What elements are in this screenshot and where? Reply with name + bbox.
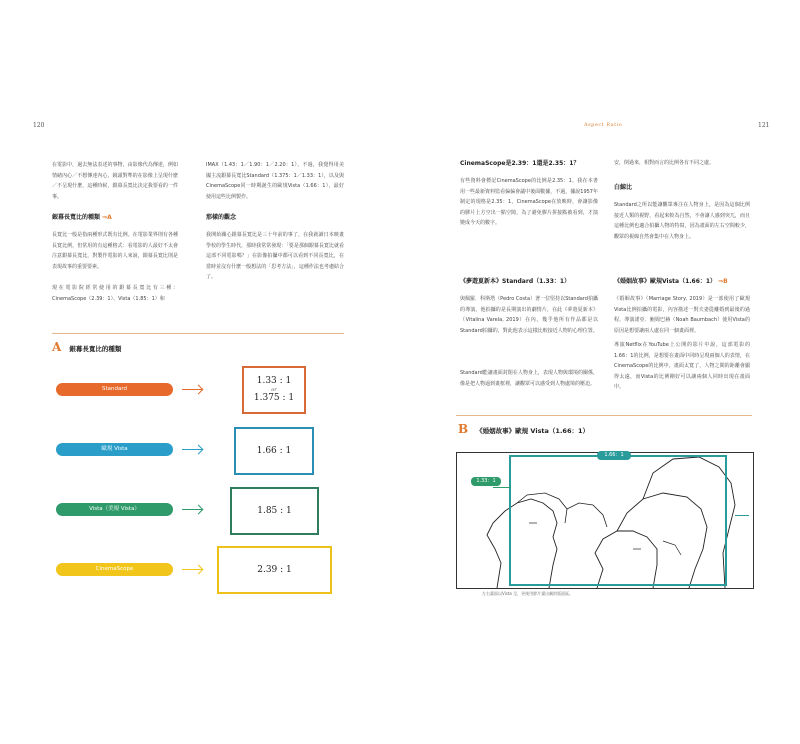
right-paragraph-1: 有些資料會標記CinemaScope的比例是2.35：1，我在本書用一些最新資料監看偏偏會議中後面數據，不過，據說1957年制定的規格是2.35：1，CinemaScope在放映時，會讓影像的膠片上方空出一點空隙，為了避免膠片拼接點被看到，才演變成今天的數字。 [460, 178, 598, 226]
ratio-box-standard [242, 366, 306, 414]
left-col2-paragraph-2: 我開始關心銀幕長寬比是三十年前的事了，在我就讀日本映畫學校的學生時代，那時我常常發現：「要是那個銀幕長寬比就看這部不同電影嗎？」在影像拍攝中都可以看到不同長寬比，在當時並沒有什麼一般想法的「思考方法」，這種作法也考慮結合了。 [206, 232, 344, 280]
standard-width-marker-left [493, 487, 511, 488]
ratio-standard-value-1: 1.33 : 1 [256, 376, 292, 386]
left-page-number: 120 [33, 122, 45, 129]
arrow-standard [182, 389, 202, 390]
arrow-cinemascope [182, 569, 202, 570]
figure-b-title: 《婚姻故事》歐規 Vista（1.66：1） [476, 427, 589, 435]
right-heading-whale: 白鯨比 [614, 184, 633, 191]
left-paragraph-2: 現在電影院經常使用的銀幕長寬比有三種：CinemaScope（2.39：1）、Vista（1.85：1）和 [52, 285, 178, 302]
ratio-box-us-vista [230, 487, 319, 535]
right-col2-paragraph-2: Standard之所以能讓觀眾專注在人物身上，是因為這個比例接近人類的視野，看起來較為自然，不會讓人感到突兀，而且這種比例也適合拍攝人物的特寫，因為畫面的左右空間較少，觀眾的視線自然會集中在人物身上。 [614, 202, 750, 240]
right-paragraph-2: 與佩羅．科斯塔（Pedro Costa）著一位堅持以Standard拍攝的導演，他拍攝的是長期演出的劇情片，在此《夢遊夏新本》（Vitalina Varela, 2019）在內，幾乎他所有作品都是以Standard拍攝的，對此他表示這樣比較接近人物的心理位置。 [460, 296, 598, 334]
see-figure-a-marker: ⇒A [102, 214, 112, 221]
right-heading-marriage-story-text: 《婚姻故事》歐規Vista（1.66：1） [614, 278, 717, 285]
right-col2-paragraph-3: 《婚姻故事》（Marriage Story, 2019）是一部使用了歐規Vista比例拍攝的電影，內容描述一對夫妻從離婚到最後的過程，導演諾亞．鮑姆巴赫（Noah Baumbach）使用Vista的原因是想要讓兩人處在同一個畫面裡。 [614, 296, 750, 334]
vista-frame-overlay [509, 455, 727, 586]
right-col2-paragraph-4: 導演Netflix在YouTube上公開的影片中說，這部電影的1.66：1的比例，是想要在畫面中同時呈現兩個人的表情，在CinemaScope的比例中，畫面太寬了，人物之間的距離會顯得太遠，而Vista的比例剛好可以讓兩個人同時出現在畫面中。 [614, 342, 750, 390]
right-heading-marriage-story [614, 276, 750, 285]
left-section-divider [52, 333, 344, 334]
ratio-cinemascope-value: 2.39 : 1 [257, 564, 292, 575]
ratio-box-cinemascope [217, 546, 332, 594]
vista-width-marker-right [735, 515, 749, 516]
arrow-euro-vista [182, 449, 202, 450]
ratio-euro-vista-value: 1.66 : 1 [256, 445, 292, 456]
right-heading-standard-film: 《夢遊夏新本》Standard（1.33：1） [460, 278, 571, 285]
see-figure-b-marker: ⇒B [718, 278, 728, 285]
ratio-standard-value-2: 1.375 : 1 [253, 393, 295, 403]
right-section-divider [456, 415, 752, 416]
left-heading-aspect-types-text: 銀幕長寬比的種類 [52, 214, 101, 221]
pill-us-vista: Vista（美規 Vista） [56, 503, 173, 516]
pill-standard: Standard [56, 383, 173, 396]
left-paragraph-1: 長寬比一般是指兩種形式既有比例。在電影業界則有各種長寬比例，但常用的有這種格式：看電影的人最好不太會注意銀幕長寬比，對製作電影的人來說，銀幕長寬比則是表現故事的重要要素。 [52, 232, 178, 270]
right-page-number: 121 [758, 122, 770, 129]
ratio-standard-or: or [271, 387, 277, 393]
figure-b-illustration [456, 452, 754, 589]
ratio-box-euro-vista [234, 427, 314, 475]
pill-euro-vista: 歐規 Vista [56, 443, 173, 456]
tag-vista-ratio: 1.66：1 [597, 451, 631, 460]
pill-cinemascope: CinemaScope [56, 563, 173, 576]
arrow-us-vista [182, 509, 202, 510]
right-heading-cinemascope: CinemaScope是2.39：1還是2.35：1？ [460, 160, 580, 167]
ratio-us-vista-value: 1.85 : 1 [257, 505, 292, 516]
right-paragraph-3: Standard能讓畫面封閉在人物身上，表現人物與環境的關係，像是把人物逼到畫框裡，讓觀眾可以感受到人物處境的壓迫。 [460, 370, 598, 387]
figure-a-letter: A [52, 340, 62, 354]
figure-b-caption: 左右畫面以Vista 呈，更使用膠片畫出劇的版面區。 [482, 591, 574, 596]
left-col2-paragraph-1: IMAX（1.43：1／1.90：1／2.20：1），不過，我覺得用美國主流銀幕長寬比Standard（1.375：1／1.33：1），以及與CinemaScope同一時期誕生的歐規Vista（1.66：1），最好使用這些比例製作。 [206, 162, 344, 200]
left-heading-aspect-types [52, 212, 178, 221]
figure-a-title: 銀幕長寬比的種類 [69, 345, 122, 353]
left-intro-paragraph: 在電影中，過去無法表述的事物，由影像代為傳達，例如情緒內心／不想傳達內心，鏡頭對準的在影像上呈現什麼／不呈現什麼，這種時候，銀幕長寬比決定我要看的一件事。 [52, 162, 178, 200]
figure-b-header [458, 422, 589, 436]
figure-a-header [52, 340, 121, 354]
running-head: Aspect Ratio [584, 122, 623, 128]
right-col2-paragraph-1: 安，倒過來，相對而言的比例各有不同之處。 [614, 160, 715, 166]
tag-standard-ratio: 1.33：1 [471, 477, 501, 486]
figure-b-letter: B [458, 422, 469, 436]
left-heading-concept: 那樣的觀念 [206, 214, 237, 221]
